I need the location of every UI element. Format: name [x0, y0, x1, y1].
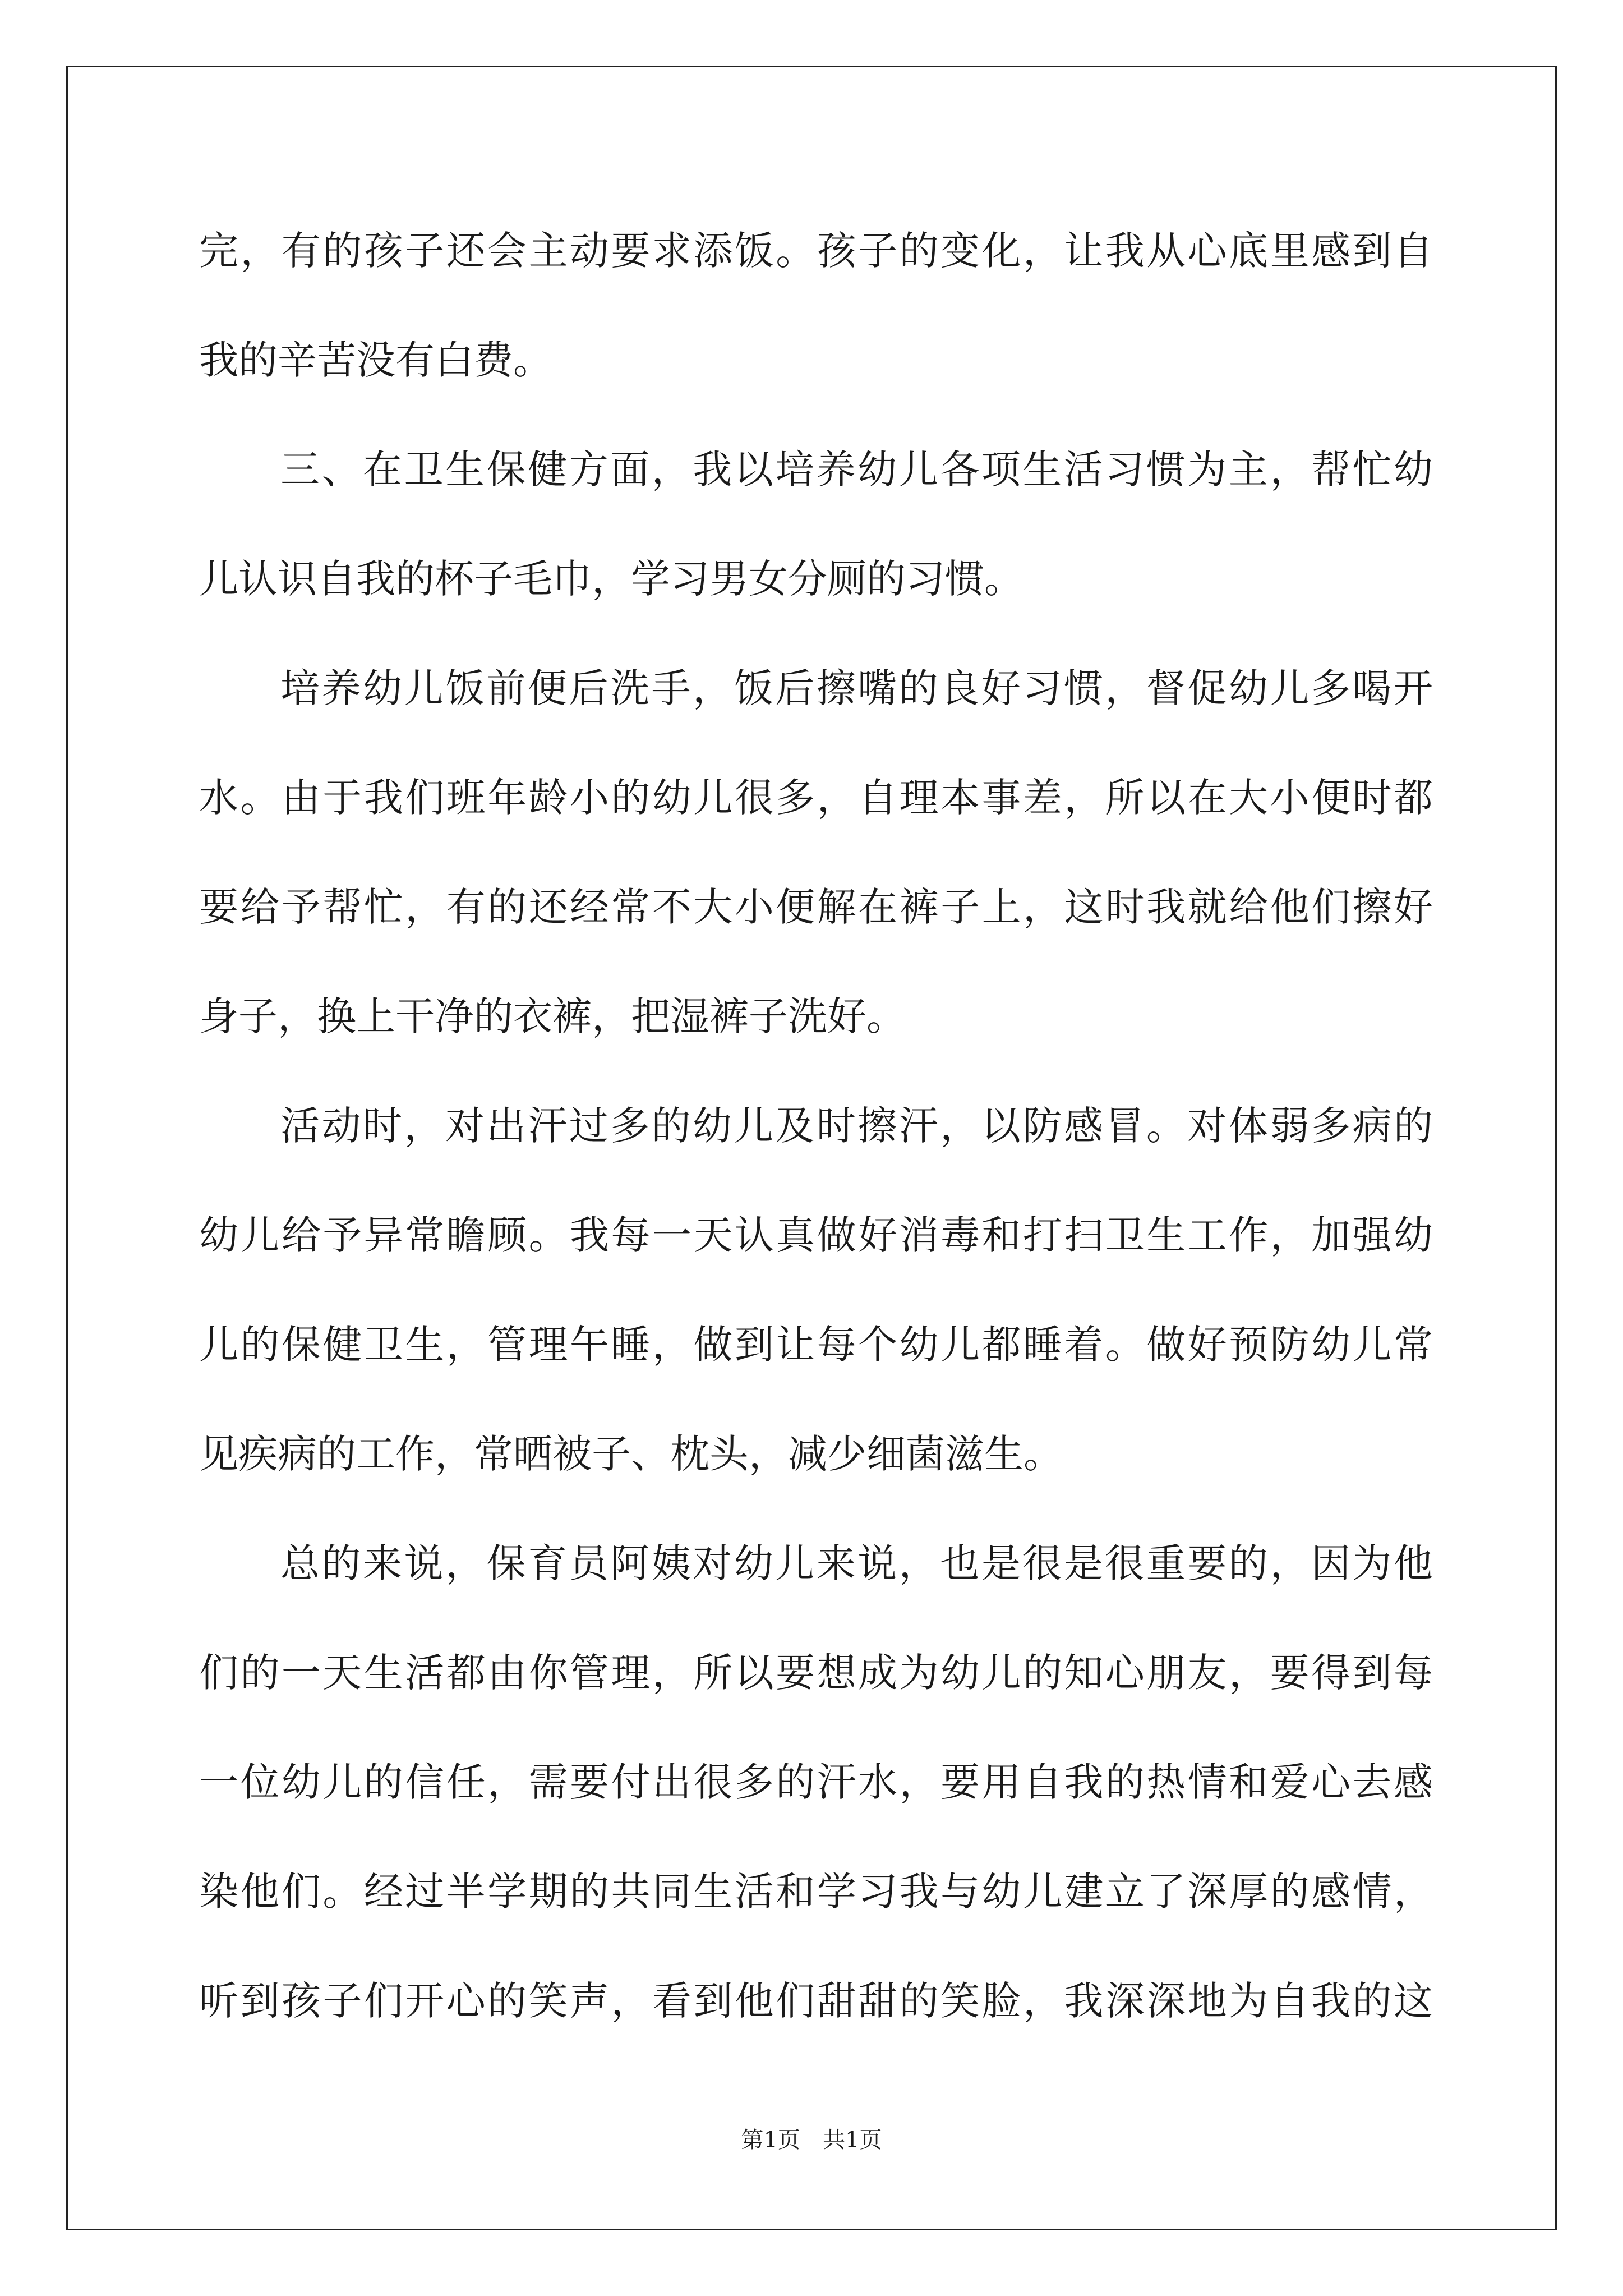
paragraph-start-line: 培养幼儿饭前便后洗手，饭后擦嘴的良好习惯，督促幼儿多喝开	[280, 665, 1433, 711]
body-text-line: 我的辛苦没有白费。	[199, 337, 552, 383]
body-text-line: 幼儿给予异常瞻顾。我每一天认真做好消毒和打扫卫生工作，加强幼	[199, 1212, 1433, 1258]
body-text-line: 染他们。经过半学期的共同生活和学习我与幼儿建立了深厚的感情，	[199, 1869, 1433, 1915]
body-text-line: 水。由于我们班年龄小的幼儿很多，自理本事差，所以在大小便时都	[199, 775, 1433, 821]
body-text-line: 听到孩子们开心的笑声，看到他们甜甜的笑脸，我深深地为自我的这	[199, 1978, 1433, 2024]
body-text-line: 儿认识自我的杯子毛巾，学习男女分厕的习惯。	[199, 556, 1023, 602]
paragraph-start-line: 三、在卫生保健方面，我以培养幼儿各项生活习惯为主，帮忙幼	[280, 447, 1433, 493]
page-number: 第1页 共1页	[741, 2127, 882, 2153]
body-text-line: 要给予帮忙，有的还经常不大小便解在裤子上，这时我就给他们擦好	[199, 884, 1433, 930]
body-text-line: 身子，换上干净的衣裤，把湿裤子洗好。	[199, 993, 906, 1039]
body-text-line: 们的一天生活都由你管理，所以要想成为幼儿的知心朋友，要得到每	[199, 1650, 1433, 1696]
body-text-line: 一位幼儿的信任，需要付出很多的汗水，要用自我的热情和爱心去感	[199, 1759, 1433, 1805]
paragraph-start-line: 活动时，对出汗过多的幼儿及时擦汗，以防感冒。对体弱多病的	[280, 1103, 1433, 1149]
body-text-line: 见疾病的工作，常晒被子、枕头，减少细菌滋生。	[199, 1431, 1063, 1477]
body-text-line: 儿的保健卫生，管理午睡，做到让每个幼儿都睡着。做好预防幼儿常	[199, 1322, 1433, 1368]
body-text-line: 完，有的孩子还会主动要求添饭。孩子的变化，让我从心底里感到自	[199, 228, 1433, 274]
paragraph-start-line: 总的来说，保育员阿姨对幼儿来说，也是很是很重要的，因为他	[280, 1540, 1433, 1586]
